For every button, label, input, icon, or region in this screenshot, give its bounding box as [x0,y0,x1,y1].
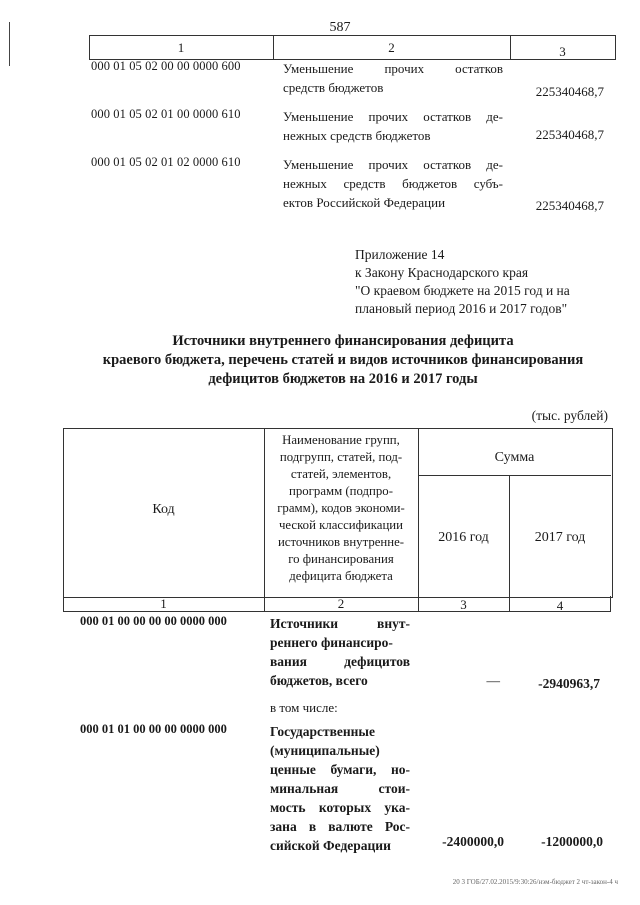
row-name: Уменьшение прочих остатков средств бюджетов [283,61,503,95]
header-sum: Сумма [494,450,535,465]
margin-line [9,22,10,66]
header-year-2016: 2016 год [438,530,489,545]
row-sum: 225340468,7 [535,127,604,142]
row-sum-2016: -2400000,0 [442,834,504,849]
col-number-3: 3 [460,597,467,612]
row-name: Источники внут- реннего финансиро- вания дефицитов бюджетов, всего [270,616,410,688]
top-table-header [89,35,616,60]
row-name: Государственные (муниципальные) ценные бумаги, но- минальная стои- мость которых ука- зана в валюте Рос- сийской Федерации [270,724,410,853]
row-code: 000 01 05 02 00 00 0000 600 [91,59,241,73]
row-sum-2017: -1200000,0 [541,834,603,849]
page-number: 587 [329,20,351,35]
col-number-4: 4 [556,598,564,613]
col-number-1: 1 [160,596,167,611]
header-year-2017: 2017 год [534,530,586,545]
header-code: Код [152,502,175,517]
row-sum: 225340468,7 [535,198,604,213]
document-title: Источники внутреннего финансирования дефицита краевого бюджета, перечень статей и видов источников финансирования дефицитов бюджетов на 2016 и 2017 годы [102,333,584,387]
row-code: 000 01 00 00 00 00 0000 000 [80,614,227,628]
row-code: 000 01 05 02 01 02 0000 610 [91,155,241,169]
unit-label: (тыс. рублей) [531,408,608,423]
col-number-2: 2 [337,596,345,611]
note-including: в том числе: [270,700,338,715]
row-name: Уменьшение прочих остатков де- нежных средств бюджетов субъ- ектов Российской Федерации [283,157,503,210]
top-col-number-1: 1 [177,40,185,55]
row-name: Уменьшение прочих остатков де- нежных средств бюджетов [283,109,503,143]
top-col-number-3: 3 [559,44,566,59]
row-sum-2017: -2940963,7 [538,676,600,691]
header-name: Наименование групп, подгрупп, статей, под- статей, элементов, программ (подпро- грамм), кодов экономи- ческой классификации источников внутренне- го финансирования дефицита бюджета [277,433,405,583]
footer-stamp: 20 3 ГОБ/27.02.2015/9:30:26/нэм-бюджет 2 чт-закон-4 ч [452,878,618,886]
row-code: 000 01 01 00 00 00 0000 000 [80,722,227,736]
row-sum-2016: — [486,673,500,688]
row-sum: 225340468,7 [535,84,604,99]
appendix-reference: Приложение 14 к Закону Краснодарского края "О краевом бюджете на 2015 год и на плановый период 2016 и 2017 годов" [355,247,570,316]
row-code: 000 01 05 02 01 00 0000 610 [91,107,241,121]
top-col-number-2: 2 [388,40,395,55]
